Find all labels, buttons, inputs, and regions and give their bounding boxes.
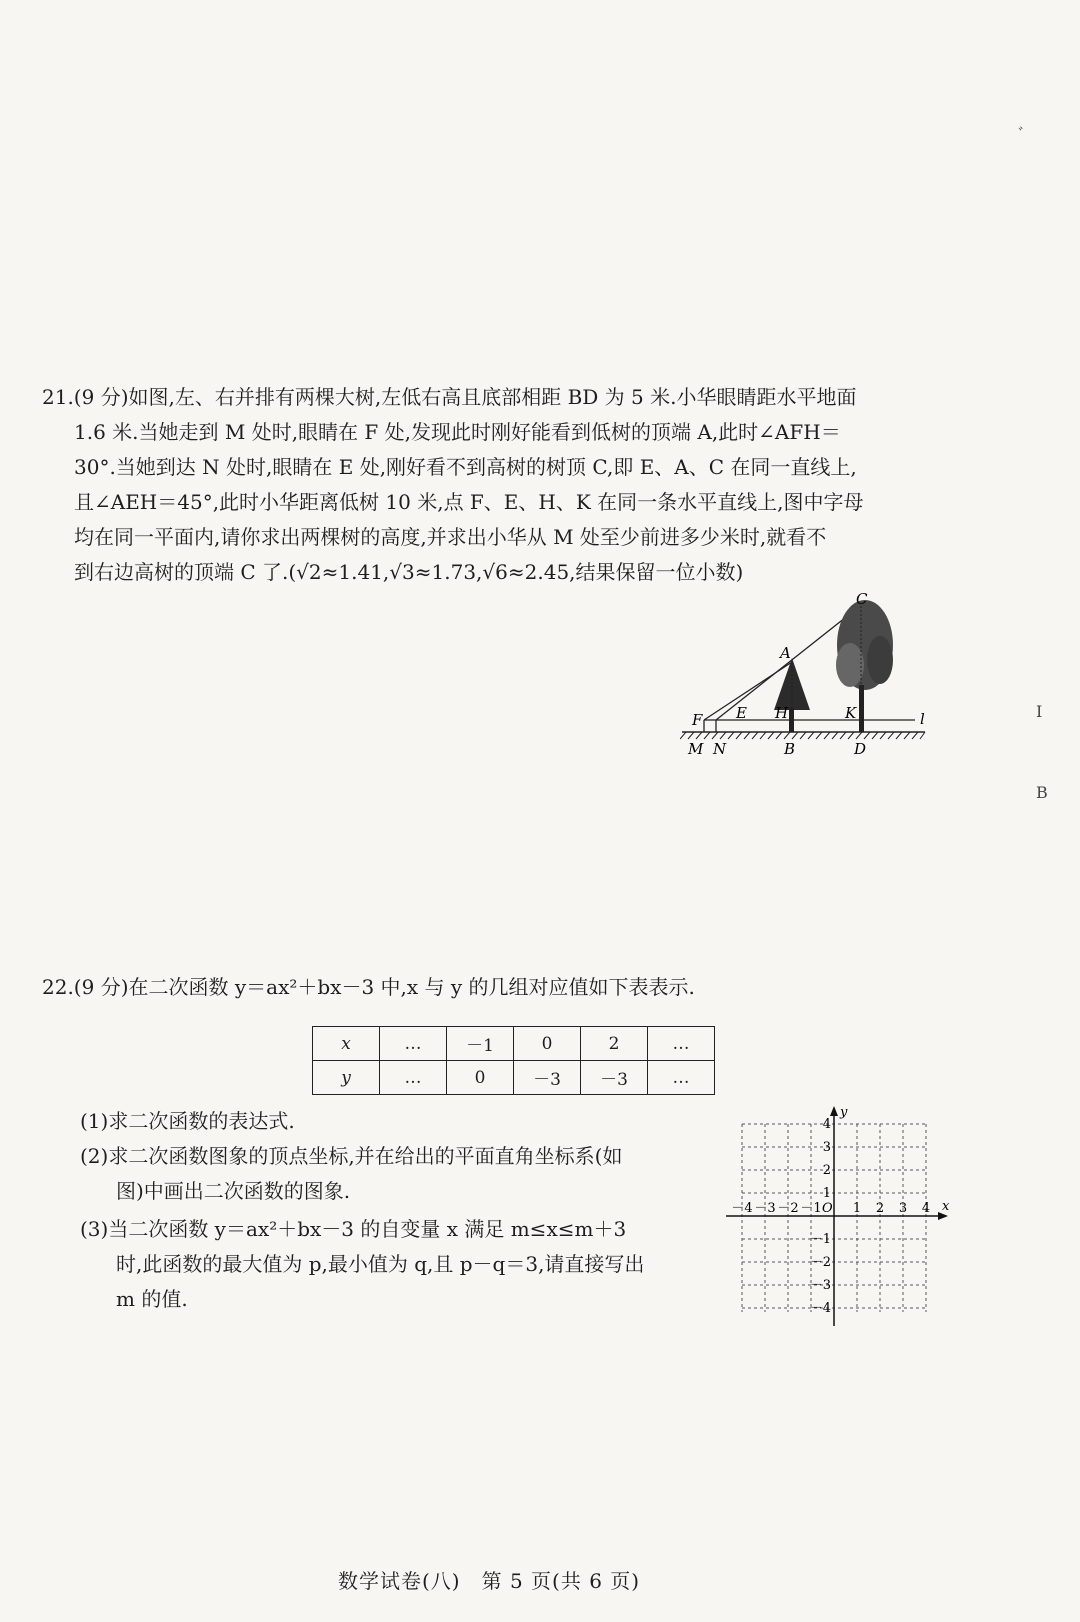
x-tick-label: 2 [875,1201,885,1216]
problem-21-line-6: 到右边高树的顶端 C 了.(√2≈1.41,√3≈1.73,√6≈2.45,结果保留一位小数) [74,560,744,584]
label-D: D [854,740,867,758]
x-tick-label: －1 [800,1201,822,1216]
origin-label: O [822,1201,833,1216]
problem-21-line-4: 且∠AEH＝45°,此时小华距离低树 10 米,点 F、E、H、K 在同一条水平直线上,图中字母 [74,490,864,514]
label-N: N [713,740,727,758]
label-C: C [856,590,868,608]
axis-label-y: y [840,1105,848,1120]
label-K: K [845,704,857,722]
label-H: H [775,704,789,722]
table-cell: … [648,1027,715,1061]
question-22-3-line-2: 时,此函数的最大值为 p,最小值为 q,且 p－q＝3,请直接写出 [116,1252,645,1276]
edge-mark-lower: B [1036,783,1048,802]
problem-21-line-3: 30°.当她到达 N 处时,眼睛在 E 处,刚好看不到高树的树顶 C,即 E、A、C 在同一直线上, [74,455,857,479]
y-tick-label: －2 [809,1255,831,1270]
question-22-3-line-3: m 的值. [116,1287,188,1311]
table-cell: … [380,1027,447,1061]
problem-22-stem: 22.(9 分)在二次函数 y＝ax²＋bx－3 中,x 与 y 的几组对应值如下表表示. [42,975,695,999]
coordinate-grid [722,1104,952,1330]
label-E: E [736,704,747,722]
table-cell: y [313,1061,380,1095]
question-22-3-line-1: (3)当二次函数 y＝ax²＋bx－3 的自变量 x 满足 m≤x≤m＋3 [80,1217,627,1241]
table-cell: … [648,1061,715,1095]
page-footer: 数学试卷(八) 第 5 页(共 6 页) [338,1569,641,1593]
y-tick-label: 1 [822,1186,831,1201]
label-B: B [784,740,796,758]
problem-21-line-1: 21.(9 分)如图,左、右并排有两棵大树,左低右高且底部相距 BD 为 5 米.小华眼睛距水平地面 [42,385,857,409]
y-tick-label: 3 [822,1140,831,1155]
table-cell: －1 [447,1027,514,1061]
table-row-x [313,1027,715,1061]
x-tick-label: －2 [777,1201,799,1216]
problem-21-line-5: 均在同一平面内,请你求出两棵树的高度,并求出小华从 M 处至少前进多少米时,就看不 [74,525,827,549]
label-F: F [692,711,703,729]
problem-21-text [42,380,864,590]
y-tick-label: －1 [809,1232,831,1247]
table-cell: 2 [581,1027,648,1061]
axis-label-x: x [942,1199,950,1214]
x-tick-label: 3 [898,1201,908,1216]
label-A: A [780,644,791,662]
edge-mark-top: ﾞ [1018,125,1027,144]
table-cell: … [380,1061,447,1095]
tree-figure [680,590,940,770]
label-M: M [688,740,704,758]
problem-21-line-2: 1.6 米.当她走到 M 处时,眼睛在 F 处,发现此时刚好能看到低树的顶端 A,此时∠AFH＝ [74,420,841,444]
table-cell: 0 [514,1027,581,1061]
table-cell: x [313,1027,380,1061]
x-tick-label: －4 [731,1201,753,1216]
label-l: l [920,710,925,728]
y-tick-label: 4 [822,1117,831,1132]
table-row-y [313,1061,715,1095]
y-tick-label: －3 [809,1278,831,1293]
y-tick-label: 2 [822,1163,831,1178]
question-22-1: (1)求二次函数的表达式. [80,1109,295,1133]
x-tick-label: －3 [754,1201,776,1216]
edge-mark-mid: I [1036,702,1043,721]
x-tick-label: 4 [921,1201,931,1216]
y-tick-label: －4 [809,1301,831,1316]
question-22-2-line-1: (2)求二次函数图象的顶点坐标,并在给出的平面直角坐标系(如 [80,1144,623,1168]
table-cell: 0 [447,1061,514,1095]
question-22-2-line-2: 图)中画出二次函数的图象. [116,1179,351,1203]
table-cell: －3 [581,1061,648,1095]
x-tick-label: 1 [852,1201,862,1216]
table-cell: －3 [514,1061,581,1095]
value-table [312,1026,715,1095]
